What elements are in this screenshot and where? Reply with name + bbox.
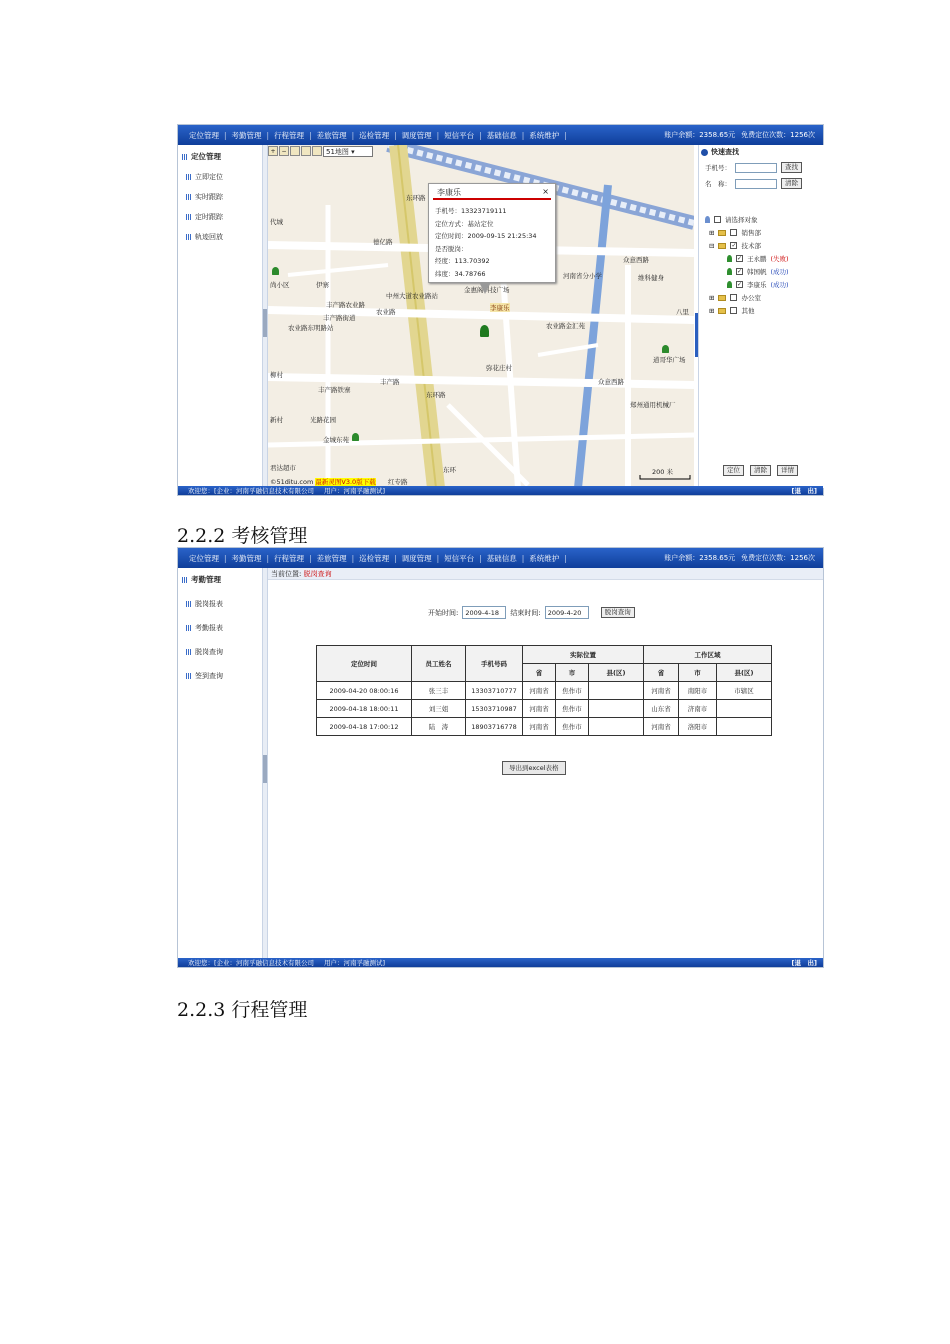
sub-header: 市 — [556, 664, 589, 682]
map-label: 丰产路街道 — [323, 314, 356, 322]
screenshot-attendance-management — [177, 547, 824, 968]
park-icon — [662, 345, 669, 353]
nav-attendance[interactable]: 考勤管理 — [231, 553, 262, 563]
nav-basic-info[interactable]: 基础信息 — [486, 130, 517, 140]
left-menu-title: 考勤管理 — [178, 568, 263, 585]
folder-icon — [718, 308, 726, 314]
nav-dispatch[interactable]: 调度管理 — [401, 130, 432, 140]
user-text: 用户：河南孚融测试] — [324, 959, 386, 967]
map-label: 中州大道农业路站 — [386, 292, 438, 300]
quick-search-panel — [698, 145, 824, 488]
nav-sms[interactable]: 短信平台 — [444, 553, 475, 563]
menu-item-realtime-track[interactable]: 实时跟踪 — [178, 192, 263, 202]
popup-phone: 手机号：13323719111 — [435, 207, 507, 215]
status-bar — [178, 958, 823, 967]
phone-row — [705, 162, 802, 173]
nav-trip[interactable]: 行程管理 — [274, 553, 305, 563]
free-locate-count: 免费定位次数：1256次 — [741, 554, 815, 562]
map-label: 郑州通用机械厂 — [630, 401, 676, 409]
checkbox-checked[interactable]: ✓ — [737, 281, 743, 288]
sub-header: 省 — [644, 664, 679, 682]
map-view[interactable] — [268, 145, 694, 488]
col-header: 定位时间 — [317, 646, 412, 682]
map-copyright: ©51ditu.com 最新灵图V3.0版下载 — [270, 478, 376, 486]
phone-input[interactable] — [735, 163, 777, 173]
folder-icon — [718, 295, 726, 301]
popup-latitude: 纬度：34.78766 — [435, 269, 486, 278]
checkbox[interactable] — [730, 294, 737, 301]
map-label: 丰产路铁寨 — [318, 386, 351, 394]
map-label: 柳村 — [270, 371, 283, 379]
expand-icon[interactable]: ⊞ — [709, 293, 715, 302]
map-label: 代城 — [270, 218, 283, 226]
logout-button[interactable]: [退 出] — [791, 487, 817, 495]
checkbox-checked[interactable]: ✓ — [737, 268, 743, 275]
popup-longitude: 经度：113.70392 — [435, 257, 490, 265]
col-header: 手机号码 — [466, 646, 523, 682]
nav-location[interactable]: 定位管理 — [189, 130, 219, 140]
table-row: 2009-04-18 17:00:12 陆 涛 18903716778 河南省 焦作市 河南省 洛阳市 — [317, 718, 772, 736]
account-balance: 账户余额：2358.65元 — [664, 131, 736, 139]
map-label: 新村 — [270, 416, 283, 424]
expand-icon[interactable]: ⊞ — [709, 306, 715, 315]
map-label: 众意西路 — [598, 378, 624, 386]
map-label: 维科健身 — [638, 274, 664, 282]
map-label: 红专路 — [388, 478, 408, 486]
left-menu — [178, 145, 264, 486]
sub-header: 省 — [523, 664, 556, 682]
menu-grid-icon — [182, 154, 188, 160]
left-menu-title: 定位管理 — [178, 145, 263, 162]
tree-item-person[interactable]: ✓ 李康乐 (成功) — [727, 280, 789, 289]
sub-header: 县(区) — [717, 664, 772, 682]
park-icon — [352, 433, 359, 441]
nav-dispatch[interactable]: 调度管理 — [401, 553, 432, 563]
map-source-select[interactable]: 51地图 ▾ — [323, 146, 373, 157]
status-success: (成功) — [770, 281, 789, 289]
collapse-icon[interactable] — [701, 149, 708, 156]
map-label: 伊寨 — [316, 281, 329, 289]
menu-grid-icon — [186, 174, 192, 180]
map-label: 八里 — [676, 308, 689, 316]
menu-grid-icon — [186, 601, 192, 607]
map-label: 东环 — [443, 466, 456, 474]
nav-system[interactable]: 系统维护 — [529, 553, 560, 563]
menu-grid-icon — [186, 214, 192, 220]
collapse-tree-icon[interactable]: ⊟ — [709, 241, 715, 250]
popup-title: 李康乐 — [433, 184, 551, 200]
map-label: 众意西路 — [623, 256, 649, 264]
close-icon[interactable]: × — [542, 187, 549, 196]
col-header: 工作区域 — [644, 646, 772, 664]
query-button[interactable]: 脱岗查询 — [601, 607, 635, 618]
checkbox-checked[interactable]: ✓ — [731, 242, 737, 249]
folder-icon — [718, 230, 726, 236]
nav-travel[interactable]: 差旅管理 — [316, 130, 347, 140]
section-heading: 2.2.2 考核管理 — [177, 525, 308, 547]
map-label: 金城东苑 — [323, 436, 349, 444]
map-label: 东环路 — [406, 194, 426, 202]
welcome-text: 欢迎您：[企业：河南孚融信息技术有限公司 — [188, 487, 315, 495]
main-menu: 定位管理 | 考勤管理 | 行程管理 | 差旅管理 | 巡检管理 | 调度管理 | 短信平台 | 基础信息 | 系统维护 | — [184, 553, 567, 564]
nav-travel[interactable]: 差旅管理 — [316, 553, 347, 563]
checkbox-checked[interactable]: ✓ — [737, 255, 743, 262]
map-label: 道哥华广场 — [653, 356, 686, 364]
query-filters — [428, 606, 635, 619]
tree-item-person[interactable]: ✓ 王永鹏 (失败) — [727, 254, 789, 263]
pan-icon[interactable] — [290, 146, 300, 156]
clear-search-button[interactable]: 清除 — [781, 178, 802, 189]
map-label: 农业路东明路站 — [288, 324, 334, 332]
park-icon — [272, 267, 279, 275]
popup-method: 定位方式：基站定位 — [435, 219, 494, 228]
menu-item-locate-now[interactable]: 立即定位 — [178, 172, 263, 182]
welcome-text: 欢迎您：[企业：河南孚融信息技术有限公司 — [188, 959, 315, 967]
map-label: 弥花庄村 — [486, 364, 512, 372]
sub-header: 市 — [679, 664, 717, 682]
map-label: 河南省分小学 — [563, 272, 602, 280]
measure-icon[interactable] — [301, 146, 311, 156]
nav-basic-info[interactable]: 基础信息 — [486, 553, 517, 563]
collapse-handle[interactable] — [263, 755, 267, 783]
menu-item-offpost-query[interactable]: 脱岗查询 — [178, 647, 263, 657]
status-bar — [178, 486, 823, 495]
map-scale: 200 米 — [652, 468, 673, 476]
screenshot-location-management — [177, 124, 824, 496]
person-marker-icon[interactable] — [480, 325, 489, 337]
top-nav-bar — [178, 125, 823, 145]
tree-root[interactable]: 请选择对象 — [705, 215, 758, 224]
user-text: 用户：河南孚融测试] — [324, 487, 386, 495]
start-time-label: 开始时间: — [428, 608, 459, 617]
map-label: 尚小区 — [270, 281, 290, 289]
start-time-input[interactable]: 2009-4-18 — [462, 606, 506, 619]
menu-grid-icon — [186, 625, 192, 631]
person-icon — [727, 268, 732, 275]
menu-item-attendance-report[interactable]: 考勤报表 — [178, 623, 263, 633]
account-balance: 账户余额：2358.65元 — [664, 554, 736, 562]
table-row: 2009-04-18 18:00:11 刘三姐 15303710987 河南省 焦作市 山东省 济南市 — [317, 700, 772, 718]
checkbox[interactable] — [730, 307, 737, 314]
map-label: 农业路 — [376, 308, 396, 316]
tree-item-office[interactable]: ⊞ 办公室 — [709, 293, 761, 302]
zoom-out-icon[interactable]: − — [279, 146, 289, 156]
name-input[interactable] — [735, 179, 777, 189]
expand-icon[interactable]: ⊞ — [709, 228, 715, 237]
checkbox[interactable] — [730, 229, 737, 236]
sub-header: 县(区) — [589, 664, 644, 682]
map-label: 德亿路 — [373, 238, 393, 246]
menu-grid-icon — [186, 194, 192, 200]
tree-item-tech[interactable]: ⊟ ✓ 技术部 — [709, 241, 761, 250]
menu-grid-icon — [186, 673, 192, 679]
group-icon — [705, 216, 710, 223]
map-label: 丰产路 — [380, 378, 400, 386]
map-label: 丰产路农业路 — [326, 301, 365, 309]
nav-sms[interactable]: 短信平台 — [444, 130, 475, 140]
left-menu — [178, 568, 264, 958]
name-label: 名 称： — [705, 180, 731, 188]
clear-button[interactable]: 清除 — [750, 465, 771, 476]
map-label: 农业路金汇苑 — [546, 322, 585, 330]
person-icon — [727, 255, 732, 262]
status-fail: (失败) — [770, 255, 789, 263]
menu-item-replay[interactable]: 轨迹回放 — [178, 232, 263, 242]
menu-grid-icon — [182, 577, 188, 583]
phone-label: 手机号： — [705, 164, 731, 172]
nav-patrol[interactable]: 巡检管理 — [359, 553, 390, 563]
col-header: 员工姓名 — [412, 646, 466, 682]
location-popup — [428, 183, 556, 283]
search-button[interactable]: 查找 — [781, 162, 802, 173]
locate-button[interactable]: 定位 — [723, 465, 744, 476]
status-success: (成功) — [770, 268, 789, 276]
collapse-handle[interactable] — [263, 309, 267, 337]
free-locate-count: 免费定位次数：1256次 — [741, 131, 815, 139]
zoom-in-icon[interactable]: + — [268, 146, 278, 156]
nav-attendance[interactable]: 考勤管理 — [231, 130, 262, 140]
nav-location[interactable]: 定位管理 — [189, 553, 219, 563]
tree-item-sales[interactable]: ⊞ 销售部 — [709, 228, 761, 237]
checkbox[interactable] — [714, 216, 721, 223]
person-icon — [727, 281, 732, 288]
offpost-table — [316, 645, 772, 736]
popup-offpost: 是否脱岗： — [435, 244, 468, 253]
menu-item-offpost-report[interactable]: 脱岗报表 — [178, 599, 263, 609]
details-button[interactable]: 详情 — [777, 465, 798, 476]
menu-grid-icon — [186, 234, 192, 240]
main-menu: 定位管理 | 考勤管理 | 行程管理 | 差旅管理 | 巡检管理 | 调度管理 | 短信平台 | 基础信息 | 系统维护 | — [184, 130, 567, 141]
section-heading: 2.2.3 行程管理 — [177, 999, 308, 1021]
account-info — [664, 553, 823, 563]
account-info — [664, 130, 823, 140]
popup-time: 定位时间：2009-09-15 21:25:34 — [435, 232, 537, 240]
main-content — [268, 568, 823, 958]
end-time-label: 结束时间: — [510, 608, 541, 617]
panel-actions — [723, 465, 798, 476]
end-time-input[interactable]: 2009-4-20 — [545, 606, 589, 619]
map-label: 君达超市 — [270, 464, 296, 472]
export-excel-button[interactable]: 导出到excel表格 — [502, 761, 566, 775]
map-toolbar — [268, 145, 373, 157]
map-marker-label[interactable]: 李康乐 — [490, 304, 510, 312]
top-nav-bar — [178, 548, 823, 568]
table-row: 2009-04-20 08:00:16 张三丰 13303710777 河南省 焦作市 河南省 南阳市 市辖区 — [317, 682, 772, 700]
map-label: 金惠阁科技广场 — [464, 286, 510, 294]
col-header: 实际位置 — [523, 646, 644, 664]
logout-button[interactable]: [退 出] — [791, 959, 817, 967]
menu-item-checkin-query[interactable]: 签到查询 — [178, 671, 263, 681]
map-label: 光路花园 — [310, 416, 336, 424]
name-row — [705, 178, 802, 189]
tree-item-person[interactable]: ✓ 韩国帆 (成功) — [727, 267, 789, 276]
folder-icon — [718, 243, 726, 249]
menu-grid-icon — [186, 649, 192, 655]
nav-system[interactable]: 系统维护 — [529, 130, 560, 140]
map-label: 东环路 — [426, 391, 446, 399]
print-icon[interactable] — [312, 146, 322, 156]
nav-patrol[interactable]: 巡检管理 — [359, 130, 390, 140]
menu-item-timed-track[interactable]: 定时跟踪 — [178, 212, 263, 222]
nav-trip[interactable]: 行程管理 — [274, 130, 305, 140]
tree-item-other[interactable]: ⊞ 其他 — [709, 306, 755, 315]
quick-search-header: 快速查找 — [699, 145, 824, 159]
breadcrumb: 当前位置: 脱岗查询 — [268, 568, 823, 580]
